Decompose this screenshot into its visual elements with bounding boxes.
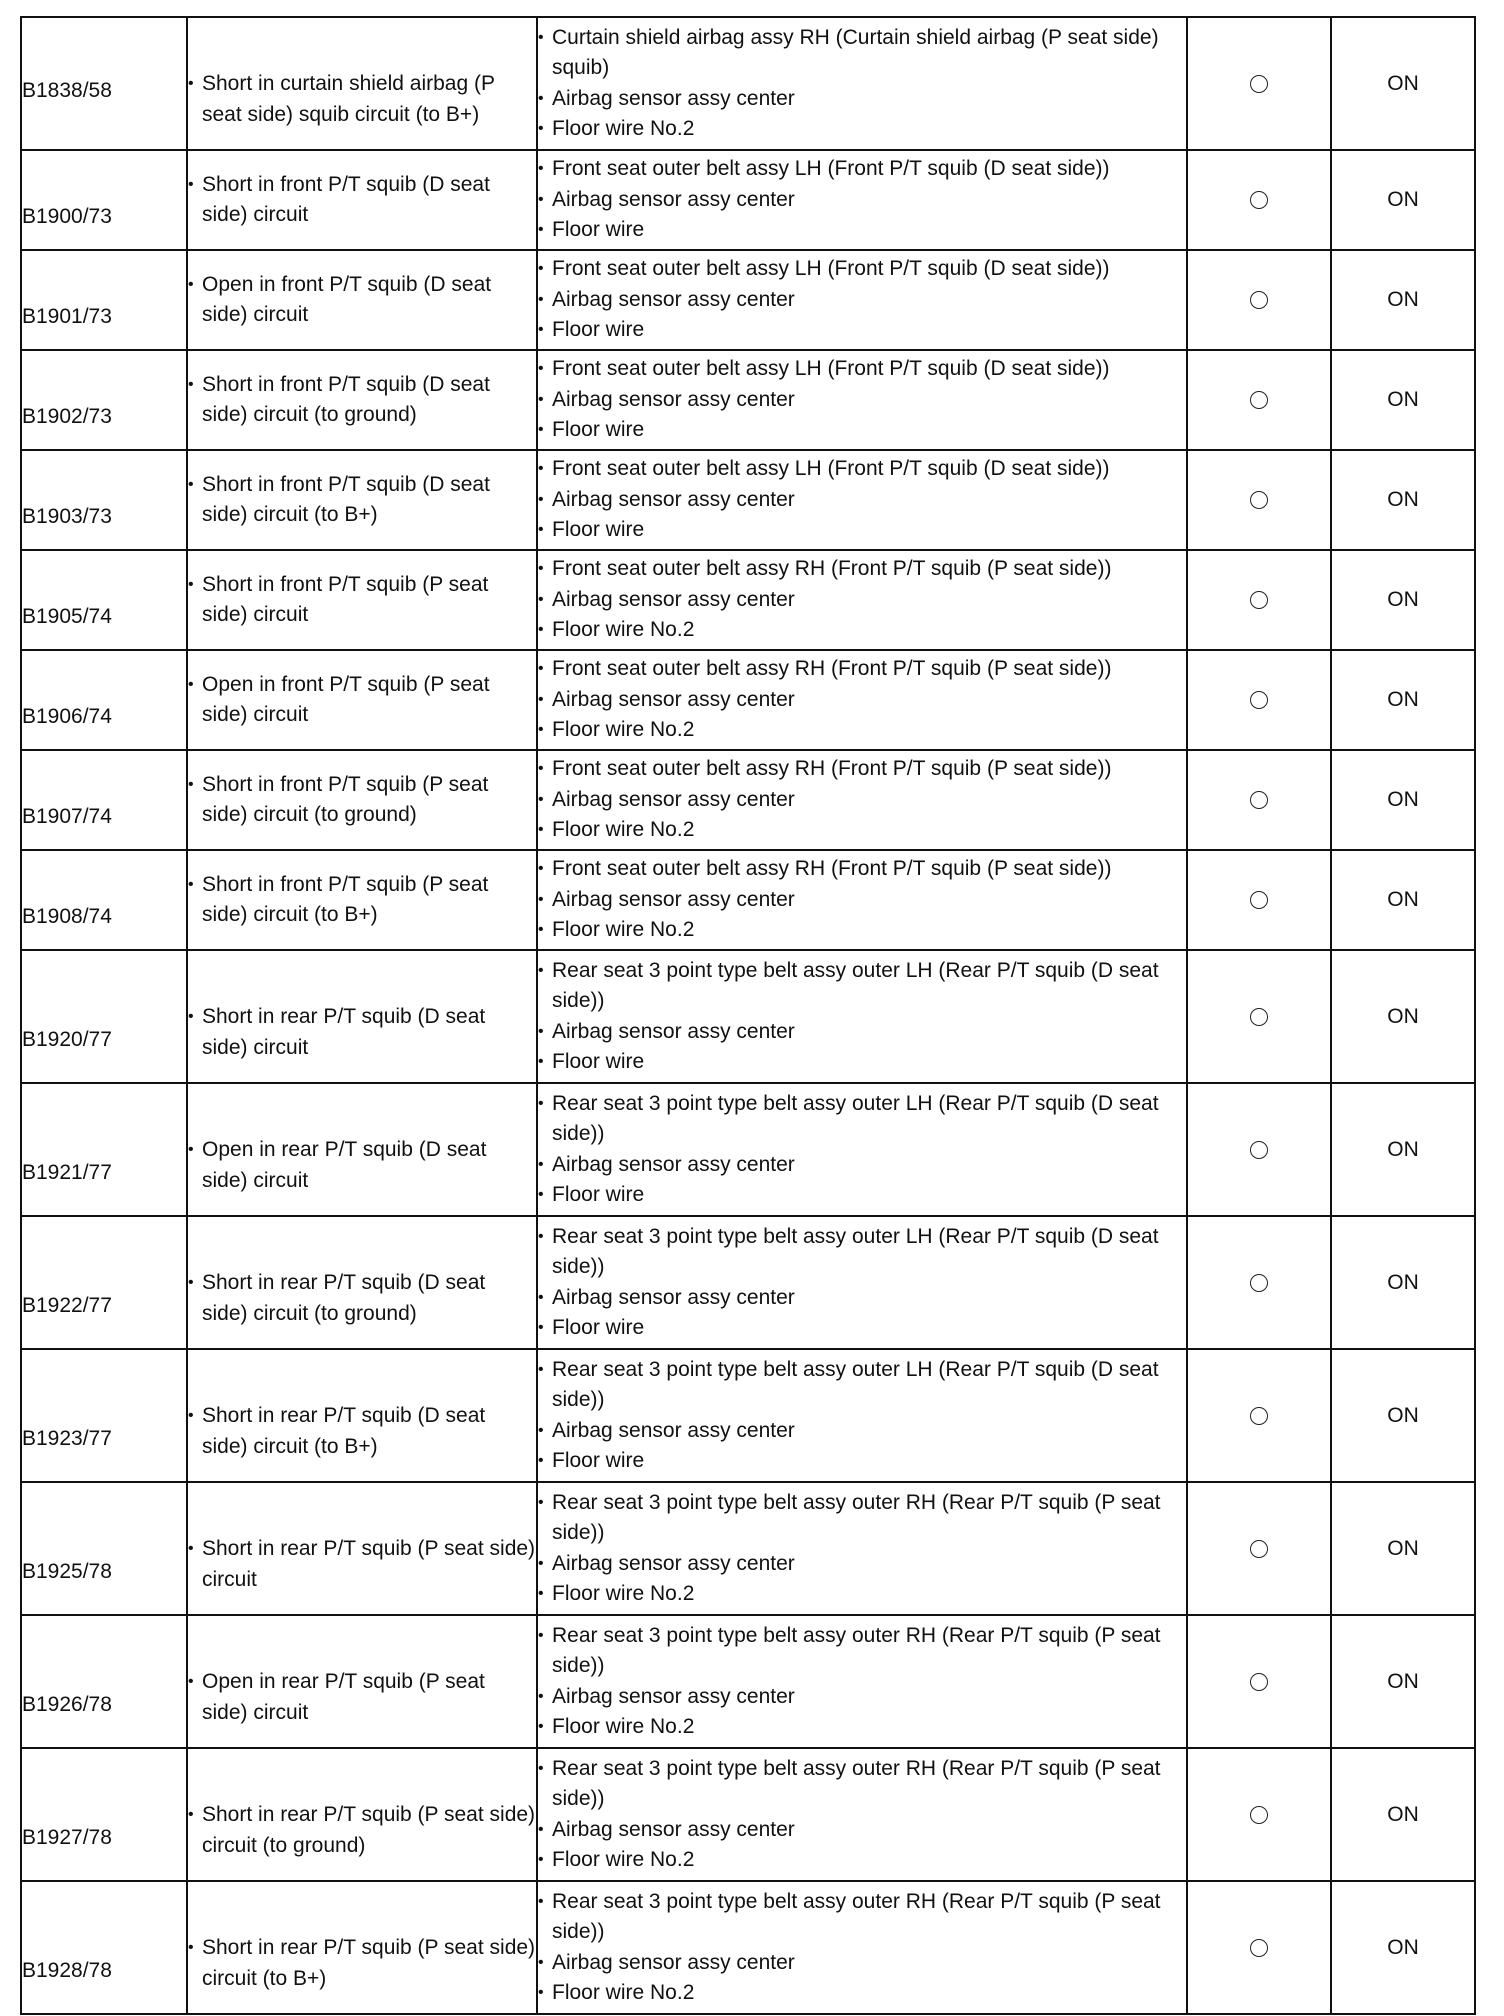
dtc-code-cell — [21, 1216, 187, 1349]
check-mode-cell — [1187, 750, 1331, 850]
dtc-code-cell — [21, 1349, 187, 1482]
check-mode-cell — [1187, 1349, 1331, 1482]
check-mode-cell — [1187, 950, 1331, 1083]
trouble-area-cell — [537, 1881, 1187, 2014]
circle-mark-icon — [1250, 491, 1268, 509]
trouble-area-item: • Rear seat 3 point type belt assy outer RH (Rear P/T squib (P seat side)) — [538, 1488, 1186, 1549]
memory-cell — [1331, 17, 1475, 150]
check-mode-cell — [1187, 1083, 1331, 1216]
trouble-area-item: • Floor wire — [538, 515, 1186, 545]
dtc-code: B1927/78 — [22, 1825, 112, 1849]
check-mode-cell — [1187, 350, 1331, 450]
trouble-area-item: • Rear seat 3 point type belt assy outer RH (Rear P/T squib (P seat side)) — [538, 1754, 1186, 1815]
memory-status: ON — [1387, 488, 1419, 511]
memory-status: ON — [1387, 288, 1419, 311]
dtc-code: B1926/78 — [22, 1692, 112, 1716]
trouble-area-cell — [537, 17, 1187, 150]
detection-cell — [187, 1881, 537, 2014]
trouble-area-item: • Floor wire — [538, 1047, 1186, 1077]
dtc-code-cell — [21, 1748, 187, 1881]
dtc-code: B1902/73 — [22, 404, 112, 428]
memory-cell — [1331, 650, 1475, 750]
dtc-table-body — [21, 17, 1475, 2014]
trouble-area-item: • Floor wire No.2 — [538, 1978, 1186, 2008]
dtc-code-cell — [21, 1482, 187, 1615]
trouble-area-item: • Front seat outer belt assy LH (Front P/T squib (D seat side)) — [538, 254, 1186, 284]
trouble-area-item: • Airbag sensor assy center — [538, 1416, 1186, 1446]
trouble-area-item: • Floor wire — [538, 215, 1186, 245]
memory-cell — [1331, 1482, 1475, 1615]
trouble-area-item: • Floor wire No.2 — [538, 1579, 1186, 1609]
trouble-area-cell — [537, 650, 1187, 750]
memory-cell — [1331, 850, 1475, 950]
memory-cell — [1331, 1615, 1475, 1748]
table-row — [21, 17, 1475, 150]
trouble-area-item: • Front seat outer belt assy LH (Front P/T squib (D seat side)) — [538, 454, 1186, 484]
detection-item: • Short in rear P/T squib (D seat side) circuit (to ground) — [188, 1268, 536, 1329]
dtc-code-cell — [21, 17, 187, 150]
table-row — [21, 750, 1475, 850]
trouble-area-item: • Floor wire No.2 — [538, 915, 1186, 945]
trouble-area-item: • Curtain shield airbag assy RH (Curtain shield airbag (P seat side) squib) — [538, 23, 1186, 84]
table-row — [21, 1349, 1475, 1482]
trouble-area-item: • Rear seat 3 point type belt assy outer RH (Rear P/T squib (P seat side)) — [538, 1621, 1186, 1682]
circle-mark-icon — [1250, 291, 1268, 309]
check-mode-cell — [1187, 650, 1331, 750]
memory-cell — [1331, 1216, 1475, 1349]
check-mode-cell — [1187, 550, 1331, 650]
trouble-area-cell — [537, 850, 1187, 950]
trouble-area-item: • Airbag sensor assy center — [538, 1815, 1186, 1845]
trouble-area-item: • Airbag sensor assy center — [538, 685, 1186, 715]
detection-cell — [187, 450, 537, 550]
dtc-code: B1908/74 — [22, 904, 112, 928]
trouble-area-cell — [537, 750, 1187, 850]
memory-status: ON — [1387, 1137, 1419, 1161]
trouble-area-cell — [537, 450, 1187, 550]
detection-cell — [187, 350, 537, 450]
trouble-area-cell — [537, 1615, 1187, 1748]
detection-item: • Short in front P/T squib (D seat side) circuit — [188, 170, 536, 231]
detection-cell — [187, 150, 537, 250]
dtc-code: B1922/77 — [22, 1293, 112, 1317]
dtc-code: B1923/77 — [22, 1426, 112, 1450]
circle-mark-icon — [1250, 391, 1268, 409]
memory-cell — [1331, 550, 1475, 650]
trouble-area-item: • Floor wire — [538, 1180, 1186, 1210]
table-row — [21, 1482, 1475, 1615]
trouble-area-item: • Floor wire No.2 — [538, 1845, 1186, 1875]
trouble-area-item: • Floor wire — [538, 1446, 1186, 1476]
trouble-area-cell — [537, 950, 1187, 1083]
circle-mark-icon — [1250, 891, 1268, 909]
memory-status: ON — [1387, 188, 1419, 211]
detection-cell — [187, 1748, 537, 1881]
dtc-code-cell — [21, 1083, 187, 1216]
dtc-code-cell — [21, 850, 187, 950]
table-row — [21, 650, 1475, 750]
dtc-code-cell — [21, 350, 187, 450]
dtc-code-cell — [21, 250, 187, 350]
memory-cell — [1331, 450, 1475, 550]
memory-cell — [1331, 250, 1475, 350]
memory-status: ON — [1387, 788, 1419, 811]
trouble-area-item: • Airbag sensor assy center — [538, 385, 1186, 415]
detection-cell — [187, 650, 537, 750]
check-mode-cell — [1187, 1482, 1331, 1615]
detection-item: • Short in curtain shield airbag (P seat side) squib circuit (to B+) — [188, 69, 536, 130]
trouble-area-item: • Airbag sensor assy center — [538, 1682, 1186, 1712]
check-mode-cell — [1187, 1748, 1331, 1881]
table-row — [21, 150, 1475, 250]
trouble-area-item: • Airbag sensor assy center — [538, 585, 1186, 615]
check-mode-cell — [1187, 1216, 1331, 1349]
circle-mark-icon — [1250, 1540, 1268, 1558]
circle-mark-icon — [1250, 1806, 1268, 1824]
trouble-area-cell — [537, 1349, 1187, 1482]
circle-mark-icon — [1250, 791, 1268, 809]
table-row — [21, 1881, 1475, 2014]
trouble-area-item: • Front seat outer belt assy RH (Front P/T squib (P seat side)) — [538, 854, 1186, 884]
memory-status: ON — [1387, 1403, 1419, 1427]
circle-mark-icon — [1250, 1407, 1268, 1425]
memory-status: ON — [1387, 388, 1419, 411]
detection-item: • Short in rear P/T squib (P seat side) circuit — [188, 1534, 536, 1595]
detection-cell — [187, 550, 537, 650]
dtc-code-cell — [21, 750, 187, 850]
trouble-area-item: • Airbag sensor assy center — [538, 785, 1186, 815]
table-row — [21, 250, 1475, 350]
trouble-area-item: • Rear seat 3 point type belt assy outer RH (Rear P/T squib (P seat side)) — [538, 1887, 1186, 1948]
check-mode-cell — [1187, 1881, 1331, 2014]
dtc-code-cell — [21, 150, 187, 250]
check-mode-cell — [1187, 450, 1331, 550]
detection-item: • Open in front P/T squib (D seat side) circuit — [188, 270, 536, 331]
detection-item: • Short in front P/T squib (P seat side) circuit — [188, 570, 536, 631]
circle-mark-icon — [1250, 1008, 1268, 1026]
memory-status: ON — [1387, 1270, 1419, 1294]
trouble-area-item: • Front seat outer belt assy LH (Front P/T squib (D seat side)) — [538, 154, 1186, 184]
detection-item: • Short in rear P/T squib (D seat side) circuit — [188, 1002, 536, 1063]
trouble-area-item: • Airbag sensor assy center — [538, 1017, 1186, 1047]
detection-cell — [187, 1482, 537, 1615]
table-row — [21, 850, 1475, 950]
detection-item: • Short in rear P/T squib (P seat side) circuit (to B+) — [188, 1933, 536, 1994]
dtc-code: B1907/74 — [22, 804, 112, 828]
memory-cell — [1331, 950, 1475, 1083]
trouble-area-item: • Front seat outer belt assy LH (Front P/T squib (D seat side)) — [538, 354, 1186, 384]
dtc-code: B1920/77 — [22, 1027, 112, 1051]
dtc-code-cell — [21, 1615, 187, 1748]
detection-item: • Short in rear P/T squib (P seat side) circuit (to ground) — [188, 1800, 536, 1861]
trouble-area-item: • Airbag sensor assy center — [538, 885, 1186, 915]
table-row — [21, 1615, 1475, 1748]
trouble-area-item: • Floor wire — [538, 415, 1186, 445]
dtc-code: B1901/73 — [22, 304, 112, 328]
trouble-area-item: • Front seat outer belt assy RH (Front P/T squib (P seat side)) — [538, 654, 1186, 684]
memory-status: ON — [1387, 1669, 1419, 1693]
trouble-area-item: • Rear seat 3 point type belt assy outer LH (Rear P/T squib (D seat side)) — [538, 1222, 1186, 1283]
circle-mark-icon — [1250, 1673, 1268, 1691]
trouble-area-item: • Floor wire No.2 — [538, 815, 1186, 845]
circle-mark-icon — [1250, 191, 1268, 209]
detection-cell — [187, 950, 537, 1083]
trouble-area-cell — [537, 1216, 1187, 1349]
dtc-code-cell — [21, 550, 187, 650]
detection-item: • Open in front P/T squib (P seat side) circuit — [188, 670, 536, 731]
check-mode-cell — [1187, 17, 1331, 150]
detection-item: • Open in rear P/T squib (P seat side) circuit — [188, 1667, 536, 1728]
circle-mark-icon — [1250, 591, 1268, 609]
memory-cell — [1331, 1349, 1475, 1482]
dtc-code: B1928/78 — [22, 1958, 112, 1982]
memory-status: ON — [1387, 1802, 1419, 1826]
check-mode-cell — [1187, 150, 1331, 250]
table-row — [21, 950, 1475, 1083]
check-mode-cell — [1187, 1615, 1331, 1748]
memory-cell — [1331, 350, 1475, 450]
memory-status: ON — [1387, 588, 1419, 611]
dtc-code: B1925/78 — [22, 1559, 112, 1583]
detection-cell — [187, 1083, 537, 1216]
detection-item: • Short in front P/T squib (D seat side) circuit (to B+) — [188, 470, 536, 531]
trouble-area-cell — [537, 1482, 1187, 1615]
dtc-table — [20, 16, 1476, 2015]
detection-item: • Short in rear P/T squib (D seat side) circuit (to B+) — [188, 1401, 536, 1462]
dtc-code-cell — [21, 1881, 187, 2014]
check-mode-cell — [1187, 850, 1331, 950]
memory-status: ON — [1387, 1935, 1419, 1959]
memory-cell — [1331, 1881, 1475, 2014]
dtc-code: B1838/58 — [22, 79, 112, 102]
trouble-area-item: • Airbag sensor assy center — [538, 485, 1186, 515]
dtc-code: B1900/73 — [22, 204, 112, 228]
memory-cell — [1331, 150, 1475, 250]
dtc-code-cell — [21, 950, 187, 1083]
trouble-area-cell — [537, 250, 1187, 350]
trouble-area-item: • Airbag sensor assy center — [538, 1150, 1186, 1180]
detection-cell — [187, 850, 537, 950]
detection-cell — [187, 1349, 537, 1482]
trouble-area-cell — [537, 350, 1187, 450]
detection-cell — [187, 1216, 537, 1349]
memory-cell — [1331, 750, 1475, 850]
table-row — [21, 450, 1475, 550]
detection-cell — [187, 750, 537, 850]
trouble-area-item: • Floor wire No.2 — [538, 715, 1186, 745]
trouble-area-item: • Rear seat 3 point type belt assy outer LH (Rear P/T squib (D seat side)) — [538, 956, 1186, 1017]
trouble-area-item: • Floor wire — [538, 315, 1186, 345]
table-row — [21, 1748, 1475, 1881]
trouble-area-cell — [537, 150, 1187, 250]
trouble-area-item: • Rear seat 3 point type belt assy outer LH (Rear P/T squib (D seat side)) — [538, 1355, 1186, 1416]
circle-mark-icon — [1250, 691, 1268, 709]
memory-status: ON — [1387, 1004, 1419, 1028]
detection-item: • Short in front P/T squib (D seat side) circuit (to ground) — [188, 370, 536, 431]
dtc-code: B1903/73 — [22, 504, 112, 528]
check-mode-cell — [1187, 250, 1331, 350]
table-row — [21, 350, 1475, 450]
detection-cell — [187, 250, 537, 350]
trouble-area-cell — [537, 550, 1187, 650]
trouble-area-item: • Floor wire — [538, 1313, 1186, 1343]
circle-mark-icon — [1250, 1274, 1268, 1292]
dtc-code-cell — [21, 450, 187, 550]
circle-mark-icon — [1250, 75, 1268, 93]
detection-cell — [187, 1615, 537, 1748]
detection-item: • Short in front P/T squib (P seat side) circuit (to B+) — [188, 870, 536, 931]
trouble-area-item: • Airbag sensor assy center — [538, 185, 1186, 215]
table-row — [21, 550, 1475, 650]
trouble-area-item: • Rear seat 3 point type belt assy outer LH (Rear P/T squib (D seat side)) — [538, 1089, 1186, 1150]
trouble-area-item: • Airbag sensor assy center — [538, 285, 1186, 315]
dtc-code: B1921/77 — [22, 1160, 112, 1184]
memory-cell — [1331, 1748, 1475, 1881]
trouble-area-item: • Front seat outer belt assy RH (Front P/T squib (P seat side)) — [538, 554, 1186, 584]
table-row — [21, 1216, 1475, 1349]
dtc-code-cell — [21, 650, 187, 750]
memory-status: ON — [1387, 71, 1419, 95]
memory-status: ON — [1387, 1536, 1419, 1560]
trouble-area-item: • Airbag sensor assy center — [538, 1549, 1186, 1579]
trouble-area-item: • Airbag sensor assy center — [538, 84, 1186, 114]
dtc-code: B1905/74 — [22, 604, 112, 628]
dtc-code: B1906/74 — [22, 704, 112, 728]
trouble-area-item: • Front seat outer belt assy RH (Front P/T squib (P seat side)) — [538, 754, 1186, 784]
trouble-area-item: • Floor wire No.2 — [538, 615, 1186, 645]
trouble-area-item: • Airbag sensor assy center — [538, 1283, 1186, 1313]
detection-item: • Open in rear P/T squib (D seat side) circuit — [188, 1135, 536, 1196]
detection-cell — [187, 17, 537, 150]
trouble-area-item: • Airbag sensor assy center — [538, 1948, 1186, 1978]
memory-status: ON — [1387, 888, 1419, 911]
trouble-area-item: • Floor wire No.2 — [538, 1712, 1186, 1742]
trouble-area-item: • Floor wire No.2 — [538, 114, 1186, 144]
memory-cell — [1331, 1083, 1475, 1216]
memory-status: ON — [1387, 688, 1419, 711]
circle-mark-icon — [1250, 1141, 1268, 1159]
table-row — [21, 1083, 1475, 1216]
detection-item: • Short in front P/T squib (P seat side) circuit (to ground) — [188, 770, 536, 831]
trouble-area-cell — [537, 1748, 1187, 1881]
circle-mark-icon — [1250, 1939, 1268, 1957]
trouble-area-cell — [537, 1083, 1187, 1216]
